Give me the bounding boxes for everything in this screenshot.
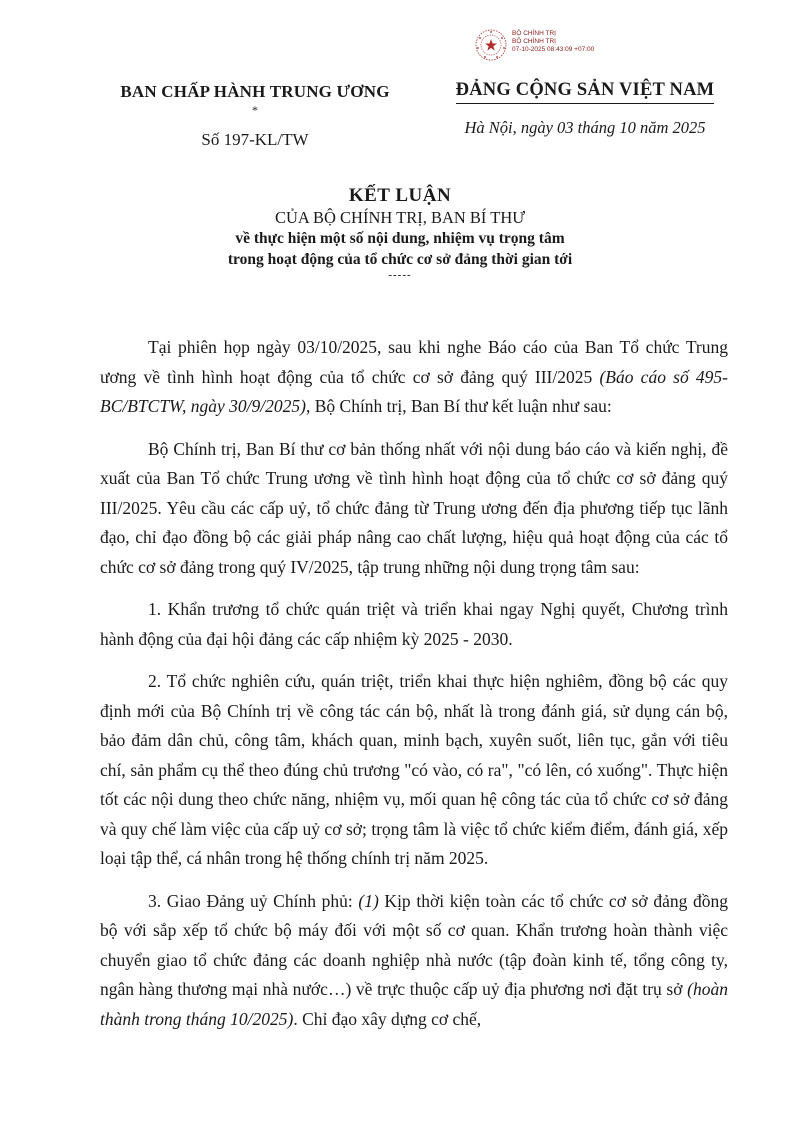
report-reference: (Báo cáo số 495-BC/BTCTW, ngày 30/9/2025) (100, 366, 728, 416)
digital-signature-stamp (474, 28, 644, 62)
intro-text: Tại phiên họp ngày 03/10/2025, sau khi nghe Báo cáo của Ban Tổ chức Trung ương về tình hình hoạt động của tổ chức cơ sở đảng quý III/2025 (100, 337, 728, 387)
signature-text (512, 30, 594, 54)
signature-line-1: BỘ CHÍNH TRỊ (512, 30, 556, 37)
paragraph-item-1: 1. Khẩn trương tổ chức quán triệt và triển khai ngay Nghị quyết, Chương trình hành động của đại hội đảng các cấp nhiệm kỳ 2025 - 2030. (100, 599, 728, 649)
item-3-subpoint: (1) (358, 890, 379, 911)
intro-conclusion: , Bộ Chính trị, Ban Bí thư kết luận như sau: (305, 396, 612, 416)
item-3-continuation: . Chỉ đạo xây dựng cơ chế, (293, 1008, 482, 1029)
signature-line-3: 07-10-2025 08:43:09 +07:00 (512, 46, 595, 53)
issuing-body: BAN CHẤP HÀNH TRUNG ƯƠNG (120, 82, 390, 101)
header-right (440, 80, 730, 138)
title-block (130, 185, 670, 280)
paragraph-intro (100, 333, 728, 422)
issuing-authority: CỦA BỘ CHÍNH TRỊ, BAN BÍ THƯ (274, 208, 526, 227)
item-3-deadline: (hoàn thành trong tháng 10/2025) (100, 979, 728, 1029)
document-body (100, 333, 728, 1034)
seal-emblem-icon (474, 28, 508, 62)
place-date: Hà Nội, ngày 03 tháng 10 năm 2025 (464, 118, 706, 137)
document-number: Số 197-KL/TW (201, 130, 309, 149)
subject-line-2: trong hoạt động của tổ chức cơ sở đảng thời gian tới (227, 251, 573, 268)
paragraph-item-3 (100, 887, 728, 1035)
document-type: KẾT LUẬN (348, 185, 452, 206)
item-3-lead: 3. Giao Đảng uỷ Chính phủ: (148, 890, 359, 911)
paragraph-item-2: 2. Tổ chức nghiên cứu, quán triệt, triển khai thực hiện nghiêm, đồng bộ các quy định mới của Bộ Chính trị về công tác cán bộ, nhất là trong đánh giá, sử dụng cán bộ, bảo đảm dân chủ, công tâm, khách quan, minh bạch, xuyên suốt, liên tục, gắn với tiêu chí, sản phẩm cụ thể theo đúng chủ trương "có vào, có ra", "có lên, có xuống". Thực hiện tốt các nội dung theo chức năng, nhiệm vụ, mối quan hệ công tác của tổ chức cơ sở đảng và quy chế làm việc của cấp uỷ cơ sở; trọng tâm là việc tổ chức kiểm điểm, đánh giá, xếp loại tập thể, cá nhân trong hệ thống chính trị năm 2025. (100, 671, 728, 868)
signature-line-2: BỘ CHÍNH TRỊ (512, 38, 556, 45)
title-separator: ----- (388, 269, 412, 281)
subject-line-1: về thực hiện một số nội dung, nhiệm vụ trọng tâm (235, 230, 565, 247)
header-star: * (252, 103, 258, 117)
party-name: ĐẢNG CỘNG SẢN VIỆT NAM (456, 80, 715, 104)
item-3-text: Kịp thời kiện toàn các tổ chức cơ sở đảng đồng bộ với sắp xếp tổ chức bộ máy đối với một số cơ quan. Khẩn trương hoàn thành việc chuyển giao tổ chức đảng các doanh nghiệp nhà nước (tập đoàn kinh tế, tổng công ty, ngân hàng thương mại nhà nước…) về trực thuộc cấp uỷ địa phương nơi đặt trụ sở (100, 890, 728, 999)
header-left (100, 82, 410, 150)
paragraph-general: Bộ Chính trị, Ban Bí thư cơ bản thống nhất với nội dung báo cáo và kiến nghị, đề xuất của Ban Tổ chức Trung ương về tình hình hoạt động của tổ chức cơ sở đảng quý III/2025. Yêu cầu các cấp uỷ, tổ chức đảng từ Trung ương đến địa phương tiếp tục lãnh đạo, chỉ đạo đồng bộ các giải pháp nâng cao chất lượng, hiệu quả hoạt động của các tổ chức cơ sở đảng trong quý IV/2025, tập trung những nội dung trọng tâm sau: (100, 438, 728, 577)
